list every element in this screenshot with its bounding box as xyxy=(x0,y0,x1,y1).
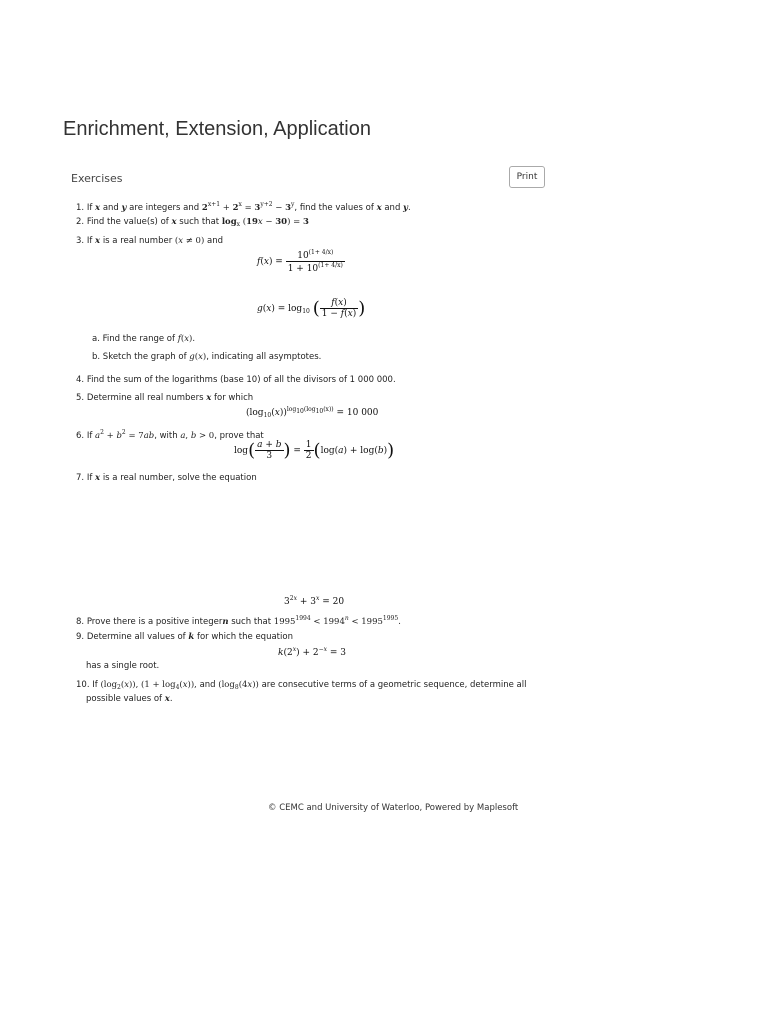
exercise-5: 5. Determine all real numbers x for which xyxy=(76,393,254,403)
exercise-3b: b. Sketch the graph of g(x), indicating all asymptotes. xyxy=(92,352,322,362)
exercise-7: 7. If x is a real number, solve the equation xyxy=(76,473,257,483)
exercise-8: 8. Prove there is a positive integern such that $1995^{1994} < 1994^n < 1995^{1995}$. xyxy=(76,615,401,627)
exercise-1: 1. If x and y are integers and $2^{x+1} + 2^x = 3^{y+2} - 3^y$, find the values of x and y. xyxy=(76,201,411,213)
exercise-6: 6. If $a^2 + b^2 = 7ab$, with a, b > 0, prove that xyxy=(76,429,264,441)
equation-f: f(x) = $\frac{10^{(1+ 4/x)}}{1 + 10^{(1+ 4/x)}}$ xyxy=(257,249,343,274)
exercise-4: 4. Find the sum of the logarithms (base 10) of all the divisors of 1 000 000. xyxy=(76,375,396,385)
equation-g: $g(x) = \log_{10}$ ( $\frac{f(x)}{1 - f(x)}$ ) xyxy=(257,298,366,319)
exercise-3: 3. If x is a real number (x ≠ 0) and xyxy=(76,236,223,246)
page-title: Enrichment, Extension, Application xyxy=(63,118,371,140)
equation-5: $(\log_{10}(x))^{log_{10}(log_{10}(x))} = 10$ 000 xyxy=(246,406,379,419)
footer: © CEMC and University of Waterloo, Powered by Maplesoft xyxy=(268,803,519,813)
equation-9: $k(2^x) + 2^{-x} = 3$ xyxy=(278,646,347,658)
equation-6: log( $\frac{a + b}{3}$ ) = $\frac{1}{2}$ (log(a) + log(b)) xyxy=(234,440,395,461)
print-button[interactable]: Print xyxy=(509,166,545,188)
exercise-3a: a. Find the range of f(x). xyxy=(92,334,196,344)
exercise-2: 2. Find the value(s) of x such that $\log_x (19x - 30) = 3$ xyxy=(76,217,309,228)
exercise-10: 10. If $(\log_2(x))$, $(1 + \log_4(x))$, and $(\log_8(4x))$ are consecutive terms of a geometric sequence, determine all xyxy=(76,680,527,691)
equation-7: $3^{2x} + 3^x = 20$ xyxy=(284,595,345,607)
exercise-9-cont: has a single root. xyxy=(86,661,160,671)
exercise-9: 9. Determine all values of k for which the equation xyxy=(76,632,293,642)
section-heading: Exercises xyxy=(71,172,123,185)
exercise-10-cont: possible values of x. xyxy=(86,694,173,704)
